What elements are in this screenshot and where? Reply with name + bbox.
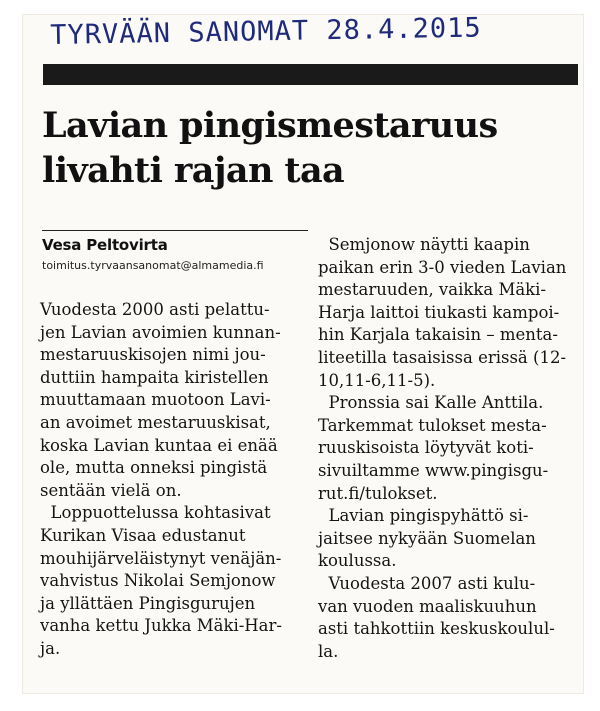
article-paragraph: Vuodesta 2007 asti kulu- van vuoden maaliskuuhun asti tahkottiin keskuskoulul- la. xyxy=(318,573,555,661)
article-paragraph: Loppuottelussa kohtasivat Kurikan Visaa edustanut mouhijärveläistynyt venäjän- vahvistus Nikolai Semjonow ja yllättäen Pingisgurujen vanha kettu Jukka Mäki-Har- ja. xyxy=(40,503,282,658)
author-byline: Vesa Peltovirta xyxy=(42,236,168,254)
article-paragraph: Semjonow näytti kaapin paikan erin 3-0 vieden Lavian mestaruuden, vaikka Mäki- Harja laittoi tiukasti kampoi- hin Karjala takaisin – menta- liteetilla tasaisissa erissä (12- 10,11-6,11-5). xyxy=(318,235,567,390)
headline-line-1: Lavian pingismestaruus xyxy=(42,105,498,146)
article-column-right xyxy=(318,234,580,663)
handwritten-source-date: TYRVÄÄN SANOMAT 28.4.2015 xyxy=(50,12,482,51)
headline xyxy=(42,103,562,193)
article-paragraph: Lavian pingispyhättö si- jaitsee nykyään Suomelan koulussa. xyxy=(318,506,536,571)
author-email: toimitus.tyrvaansanomat@almamedia.fi xyxy=(42,259,264,272)
article-paragraph: Pronssia sai Kalle Anttila. Tarkemmat tulokset mesta- ruuskisoista löytyvät koti- sivuiltamme www.pingisgu- rut.fi/tulokset. xyxy=(318,393,549,503)
byline-rule xyxy=(42,230,308,231)
article-column-left xyxy=(40,299,310,661)
headline-line-2: livahti rajan taa xyxy=(42,150,345,191)
black-header-bar xyxy=(43,64,578,85)
article-paragraph: Vuodesta 2000 asti pelattu- jen Lavian avoimien kunnan- mestaruuskisojen nimi jou- duttiin hampaita kiristellen muuttamaan muotoon Lavi- an avoimet mestaruuskisat, koska Lavian kuntaa ei enää ole, mutta onneksi pingistä sentään vielä on. xyxy=(40,300,281,500)
